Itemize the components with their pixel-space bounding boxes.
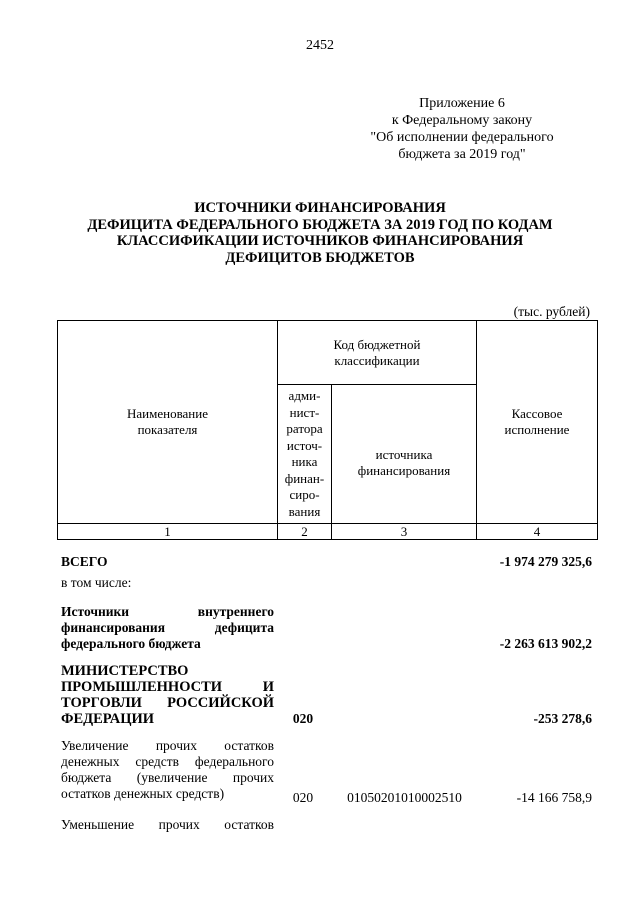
header-text: ратора: [286, 421, 323, 436]
header-text: финансирования: [357, 463, 451, 478]
text-line: МИНИСТЕРСТВО: [61, 663, 189, 679]
title-line: ИСТОЧНИКИ ФИНАНСИРОВАНИЯ: [194, 200, 446, 216]
ministry-admin-code: 020: [292, 711, 314, 726]
appendix-line: к Федеральному закону: [391, 113, 533, 128]
units-label: (тыс. рублей): [513, 304, 590, 319]
header-code-group: [277, 320, 477, 385]
text-line: Уменьшение прочих остатков: [61, 817, 274, 832]
text-line: денежных средств федерального: [61, 754, 274, 769]
header-text: вания: [288, 503, 321, 519]
header-text: Наименование: [127, 406, 208, 421]
text-line: остатков денежных средств): [61, 786, 225, 801]
header-execution-column: [476, 320, 598, 524]
text-line: финансирования дефицита: [61, 620, 274, 635]
internal-sources-amount: -2 263 613 902,2: [499, 636, 592, 651]
text-line: Увеличение прочих остатков: [61, 738, 274, 753]
total-label: ВСЕГО: [61, 554, 108, 569]
increase-source-code: 01050201010002510: [347, 790, 462, 805]
document-title: [60, 200, 580, 266]
column-number: 4: [476, 523, 598, 540]
text-line: ПРОМЫШЛЕННОСТИ И: [61, 679, 274, 695]
total-amount: -1 974 279 325,6: [499, 554, 592, 569]
text-line: федерального бюджета: [61, 636, 201, 651]
text-line: ФЕДЕРАЦИИ: [61, 711, 155, 727]
text-line: Источники внутреннего: [61, 604, 274, 619]
ministry-label: [61, 663, 274, 727]
header-text: показателя: [137, 422, 198, 437]
decrease-label: [61, 817, 274, 833]
increase-amount: -14 166 758,9: [516, 790, 592, 805]
header-name-column: [57, 320, 278, 524]
column-number: 1: [57, 523, 278, 540]
header-text: Код бюджетной: [333, 336, 421, 352]
header-text: классификации: [334, 352, 420, 368]
header-source-column: [331, 384, 477, 524]
header-text: нист-: [289, 404, 320, 420]
header-text: источ-: [286, 437, 323, 453]
internal-sources-label: [61, 604, 274, 652]
title-line: ДЕФИЦИТА ФЕДЕРАЛЬНОГО БЮДЖЕТА ЗА 2019 ГОД ПО КОДАМ: [87, 216, 553, 233]
column-number: 2: [277, 523, 332, 540]
text-line: ТОРГОВЛИ РОССИЙСКОЙ: [61, 695, 274, 711]
including-label: в том числе:: [61, 575, 132, 590]
header-text: Кассовое: [511, 406, 563, 421]
header-text: адми-: [288, 388, 321, 403]
increase-admin-code: 020: [292, 790, 314, 805]
page-number: 2452: [306, 38, 334, 53]
header-text: финан-: [284, 470, 325, 486]
header-text: исполнение: [504, 422, 570, 437]
header-text: источника: [375, 447, 433, 462]
appendix-line: Приложение 6: [419, 96, 505, 111]
column-number: 3: [331, 523, 477, 540]
header-text: сиро-: [289, 487, 320, 502]
header-text: ника: [291, 454, 318, 469]
increase-label: [61, 738, 274, 802]
ministry-amount: -253 278,6: [533, 711, 592, 726]
appendix-line: "Об исполнении федерального: [370, 130, 554, 145]
text-line: бюджета (увеличение прочих: [61, 770, 274, 785]
appendix-line: бюджета за 2019 год": [398, 147, 526, 162]
title-line: ДЕФИЦИТОВ БЮДЖЕТОВ: [225, 249, 415, 266]
appendix-note: [352, 95, 572, 163]
header-admin-column: [277, 384, 332, 524]
title-line: КЛАССИФИКАЦИИ ИСТОЧНИКОВ ФИНАНСИРОВАНИЯ: [116, 233, 524, 249]
